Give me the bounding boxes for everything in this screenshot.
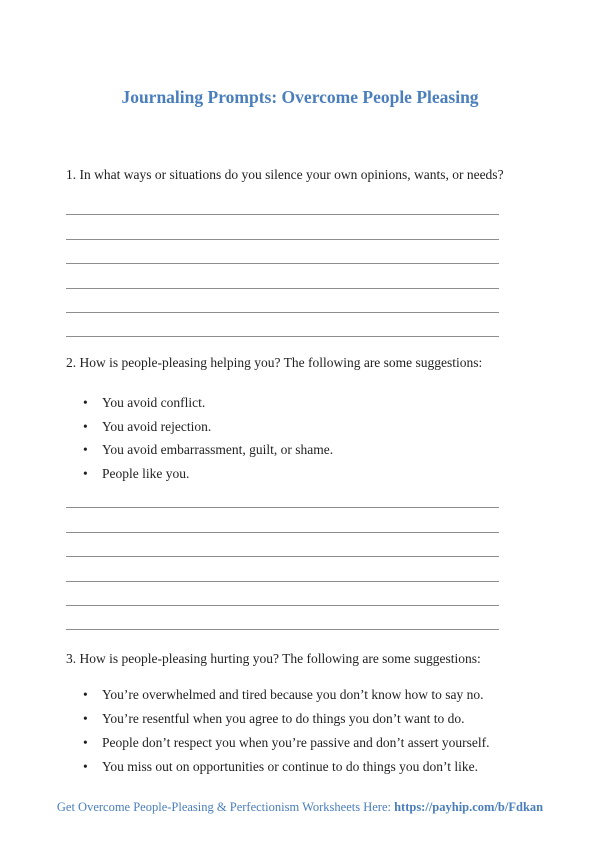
- worksheet-content: [66, 166, 546, 775]
- list-item: [66, 466, 546, 482]
- writing-lines-2: [66, 484, 499, 630]
- bullet-text: You’re overwhelmed and tired because you don’t know how to say no.: [102, 686, 484, 702]
- bullet-text: You miss out on opportunities or continue to do things you don’t like.: [102, 758, 479, 774]
- write-line: [66, 508, 499, 532]
- bullet-icon: •: [83, 734, 88, 750]
- bullet-icon: •: [83, 710, 88, 726]
- bullet-text: You’re resentful when you agree to do things you don’t want to do.: [102, 710, 465, 726]
- write-line: [66, 582, 499, 606]
- bullet-icon: •: [83, 418, 88, 434]
- list-item: [66, 419, 546, 435]
- section-question-2: [66, 354, 546, 630]
- question-2-bullet-list: [66, 395, 546, 482]
- write-line: [66, 191, 499, 215]
- bullet-icon: •: [83, 758, 88, 774]
- question-3-bullet-list: [66, 687, 546, 775]
- write-line: [66, 606, 499, 630]
- bullet-text: You avoid conflict.: [102, 394, 206, 410]
- write-line: [66, 289, 499, 313]
- list-item: [66, 442, 546, 458]
- bullet-icon: •: [83, 394, 88, 410]
- footer-link[interactable]: https://payhip.com/b/Fdkan: [394, 799, 544, 814]
- list-item: [66, 735, 546, 751]
- list-item: [66, 687, 546, 703]
- write-line: [66, 215, 499, 239]
- section-question-3: [66, 650, 546, 775]
- question-3-text: 3. How is people-pleasing hurting you? The following are some suggestions:: [66, 650, 481, 666]
- write-line: [66, 313, 499, 337]
- section-question-1: [66, 166, 546, 337]
- list-item: [66, 759, 546, 775]
- write-line: [66, 484, 499, 508]
- bullet-text: People like you.: [102, 465, 190, 481]
- page-title: Journaling Prompts: Overcome People Pleasing: [121, 87, 479, 107]
- write-line: [66, 557, 499, 581]
- bullet-text: You avoid embarrassment, guilt, or shame.: [102, 442, 334, 458]
- list-item: [66, 395, 546, 411]
- bullet-icon: •: [83, 442, 88, 458]
- list-item: [66, 711, 546, 727]
- bullet-icon: •: [83, 465, 88, 481]
- writing-lines-1: [66, 191, 499, 337]
- write-line: [66, 533, 499, 557]
- question-1-text: 1. In what ways or situations do you silence your own opinions, wants, or needs?: [66, 167, 504, 182]
- bullet-text: People don’t respect you when you’re passive and don’t assert yourself.: [102, 734, 490, 750]
- footer-note: [0, 799, 600, 815]
- bullet-icon: •: [83, 686, 88, 702]
- bullet-text: You avoid rejection.: [102, 418, 212, 434]
- question-2-text: 2. How is people-pleasing helping you? The following are some suggestions:: [66, 355, 483, 371]
- write-line: [66, 240, 499, 264]
- footer-text: Get Overcome People-Pleasing & Perfectionism Worksheets Here:: [56, 799, 395, 814]
- write-line: [66, 264, 499, 288]
